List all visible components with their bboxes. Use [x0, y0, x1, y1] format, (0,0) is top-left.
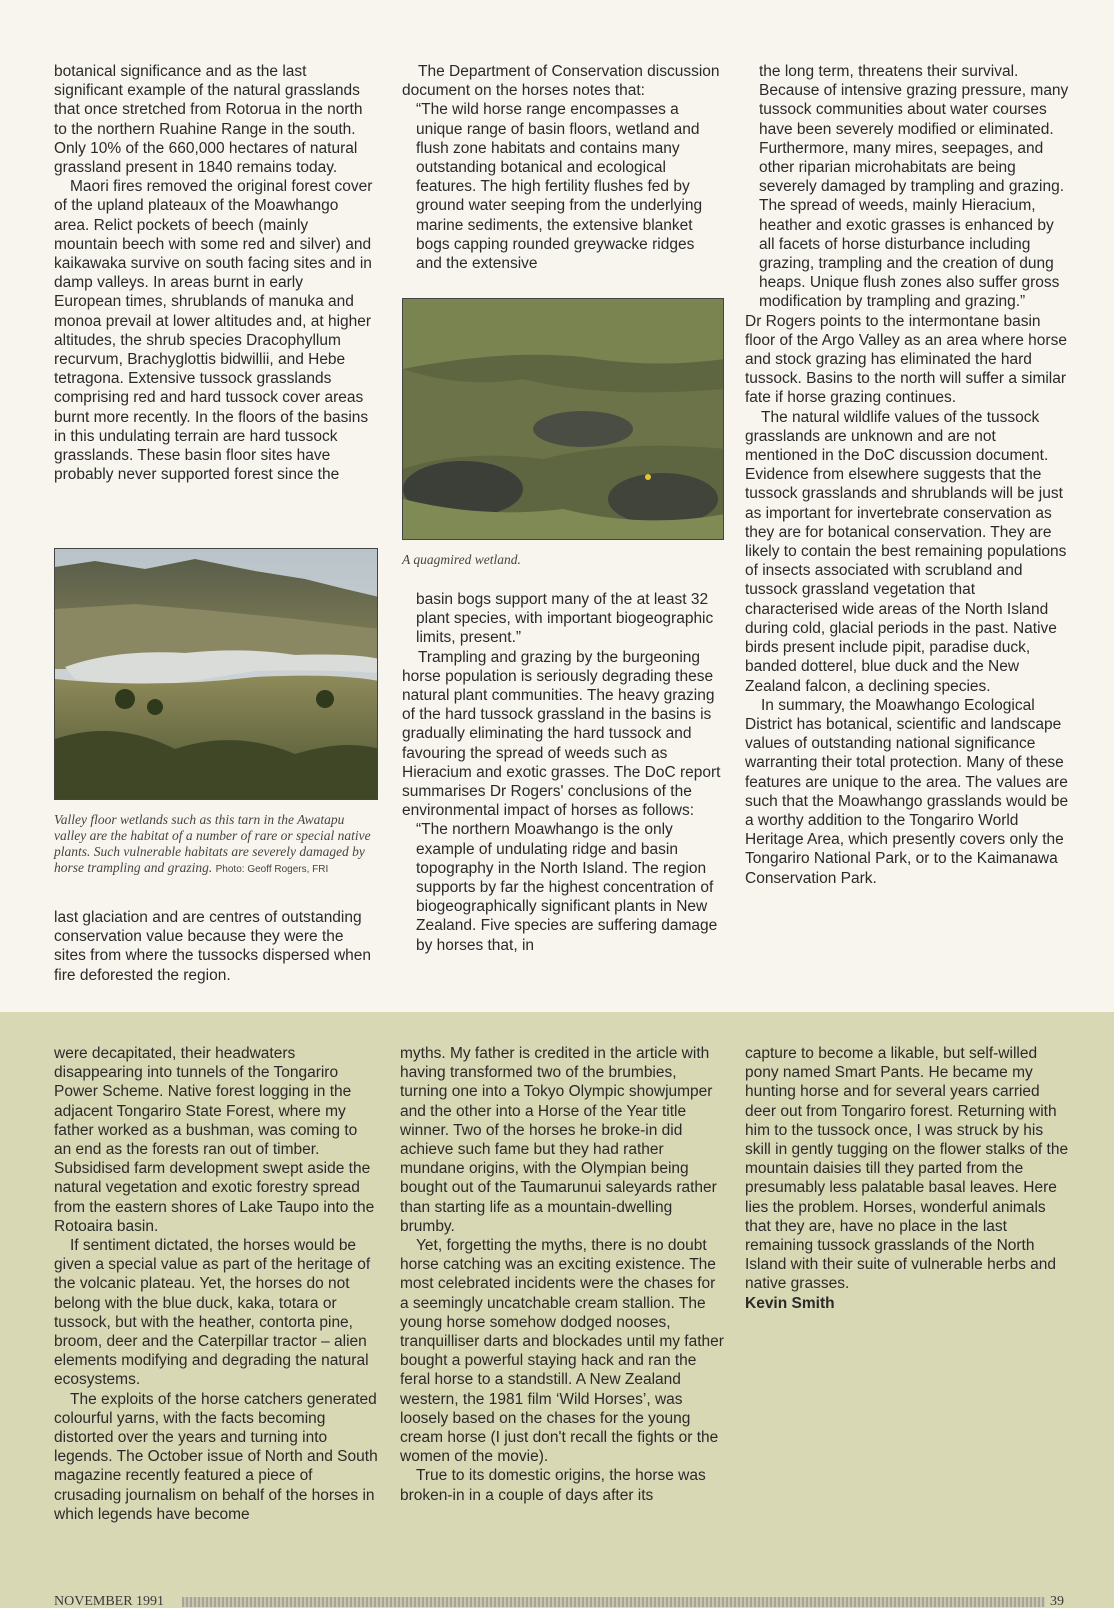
upper-column-2-bottom	[402, 590, 722, 955]
issue-date: NOVEMBER 1991	[54, 1594, 165, 1608]
paragraph: capture to become a likable, but self-willed pony named Smart Pants. He became my hunting horse and for several years carried deer out from Tongariro forest. Returning with him to the tussock once, I was struck by his skill in gently tugging on the flower stalks of the mountain daisies till they parted from the presumably less palatable basal leaves. Here lies the problem. Horses, wonderful animals that they are, have no place in the last remaining tussock grasslands of the North Island with their suite of vulnerable herbs and native grasses.	[745, 1045, 1069, 1293]
photo-credit: Photo: Geoff Rogers, FRI	[215, 864, 329, 875]
footer-rule	[182, 1597, 1045, 1607]
photo-caption-wetland	[402, 552, 724, 568]
paragraph: The Department of Conservation discussion document on the horses notes that:	[402, 63, 720, 100]
paragraph: Dr Rogers points to the intermontane basin floor of the Argo Valley as an area where horse and stock grazing has eliminated the hard tussock. Basins to the north will suffer a similar fate if horse grazing continues.	[745, 312, 1067, 407]
lower-column-1	[54, 1044, 378, 1524]
paragraph: Yet, forgetting the myths, there is no doubt horse catching was an exciting existence. The most celebrated incidents were the chases for a seemingly uncatchable cream stallion. The young horse somehow dodged nooses, tranquilliser darts and blockades until my father bought a powerful staying hack and ran the feral horse to a standstill. A New Zealand western, the 1981 film ‘Wild Horses’, was loosely based on the chases for the young cream horse (I just don't recall the fights or the women of the movie).	[400, 1237, 724, 1466]
caption-text: Valley floor wetlands such as this tarn in the Awatapu valley are the habitat of a number of rare or special native plants. Such vulnerable habitats are severely damaged by horse trampling and grazing.	[54, 812, 371, 875]
upper-column-2-top	[402, 62, 722, 273]
valley-tarn-image	[55, 549, 378, 800]
upper-column-1-bottom	[54, 908, 374, 985]
paragraph: The exploits of the horse catchers generated colourful yarns, with the facts becoming distorted over the years and turning into legends. The October issue of North and South magazine recently featured a piece of crusading journalism on behalf of the horses in which legends have become	[54, 1390, 378, 1523]
paragraph: The natural wildlife values of the tussock grasslands are unknown and are not mentioned in the DoC discussion document. Evidence from elsewhere suggests that the tussock grasslands and shrublands will be just as important for invertebrate conservation as they are for botanical conservation. They are likely to contain the best remaining populations of insects associated with scrubland and tussock grassland vegetation that characterised wide areas of the North Island during cold, glacial periods in the past. Native birds present include pipit, paradise duck, banded dotterel, blue duck and the New Zealand falcon, a declining species.	[745, 408, 1067, 695]
paragraph: botanical significance and as the last significant example of the natural grasslands that once stretched from Rotorua in the north to the northern Ruahine Range in the south. Only 10% of the 660,000 hectares of natural grassland present in 1840 remains today.	[54, 63, 363, 177]
photo-valley-tarn	[54, 548, 378, 800]
paragraph: In summary, the Moawhango Ecological District has botanical, scientific and landscape values of outstanding national significance warranting their total protection. Many of these features are unique to the area. The values are such that the Moawhango grasslands would be a worthy addition to the Tongariro World Heritage Area, which presently covers only the Tongariro National Park, or to the Kaimanawa Conservation Park.	[745, 696, 1069, 887]
caption-text: A quagmired wetland.	[402, 552, 521, 567]
paragraph: myths. My father is credited in the article with having transformed two of the brumbies, turning one into a Tokyo Olympic showjumper and the other into a Horse of the Year title winner. Two of the horses he broke-in did achieve such fame but they had rather mundane origins, with the Olympian being bought out of the Taumarunui saleyards rather than starting life as a mountain-dwelling brumby.	[400, 1045, 717, 1235]
photo-quagmired-wetland	[402, 298, 724, 540]
wetland-image	[403, 299, 724, 540]
paragraph: If sentiment dictated, the horses would be given a special value as part of the heritage of the volcanic plateau. Yet, the horses do not belong with the blue duck, kaka, totara or tussock, but with the heather, contorta pine, broom, deer and the Caterpillar tractor – alien elements modifying and degrading the natural ecosystems.	[54, 1237, 371, 1389]
paragraph: Trampling and grazing by the burgeoning horse population is seriously degrading these natural plant communities. The heavy grazing of the hard tussock grassland in the basins is gradually eliminating the hard tussock and favouring the spread of weeds such as Hieracium and exotic grasses. The DoC report summarises Dr Rogers' conclusions of the environmental impact of horses as follows:	[402, 648, 721, 820]
paragraph: Maori fires removed the original forest cover of the upland plateaux of the Moawhango area. Relict pockets of beech (mainly mountain beech with some red and silver) and kaikawaka survive on south facing sites and in damp valleys. In areas burnt in early European times, shrublands of manuka and monoa prevail at lower altitudes and, at higher altitudes, the shrub species Dracophyllum recurvum, Brachyglottis bidwillii, and Hebe tetragona. Extensive tussock grasslands comprising red and hard tussock cover areas burnt more recently. In the floors of the basins in this undulating terrain are hard tussock grasslands. These basin floor sites have probably never supported forest since the	[54, 178, 373, 484]
page-number: 39	[1050, 1594, 1064, 1608]
lower-column-2	[400, 1044, 724, 1505]
paragraph: were decapitated, their headwaters disappearing into tunnels of the Tongariro Power Scheme. Native forest logging in the adjacent Tongariro State Forest, where my father worked as a bushman, was coming to an end as the forests ran out of timber. Subsidised farm development swept aside the natural vegetation and exotic forestry spread from the eastern shores of Lake Taupo into the Rotoaira basin.	[54, 1045, 375, 1235]
author-byline: Kevin Smith	[745, 1294, 835, 1312]
photo-caption-valley	[54, 812, 378, 878]
upper-column-3	[745, 62, 1069, 888]
paragraph: True to its domestic origins, the horse was broken-in in a couple of days after its	[400, 1467, 706, 1504]
paragraph: last glaciation and are centres of outstanding conservation value because they were the sites from where the tussocks dispersed when fire deforested the region.	[54, 909, 372, 984]
quote: “The northern Moawhango is the only example of undulating ridge and basin topography in the North Island. The region supports by far the highest concentration of biogeographically significant plants in New Zealand. Five species are suffering damage by horses that, in	[416, 821, 718, 954]
quote: “The wild horse range encompasses a unique range of basin floors, wetland and flush zone habitats and contains many outstanding botanical and ecological features. The high fertility flushes fed by ground water seeping from the underlying marine sediments, the extensive blanket bogs capping rounded greywacke ridges and the extensive	[416, 101, 703, 273]
quote: the long term, threatens their survival. Because of intensive grazing pressure, many tussock communities about water courses have been severely modified or eliminated. Furthermore, many mires, seepages, and other riparian microhabitats are being severely damaged by trampling and grazing. The spread of weeds, mainly Hieracium, heather and exotic grasses is enhanced by all facets of horse disturbance including grazing, trampling and the creation of dung heaps. Unique flush zones also suffer gross modification by trampling and grazing.”	[759, 63, 1069, 311]
lower-column-3	[745, 1044, 1069, 1313]
upper-column-1-top	[54, 62, 374, 484]
quote: basin bogs support many of the at least 32 plant species, with important biogeographic limits, present.”	[416, 591, 714, 647]
